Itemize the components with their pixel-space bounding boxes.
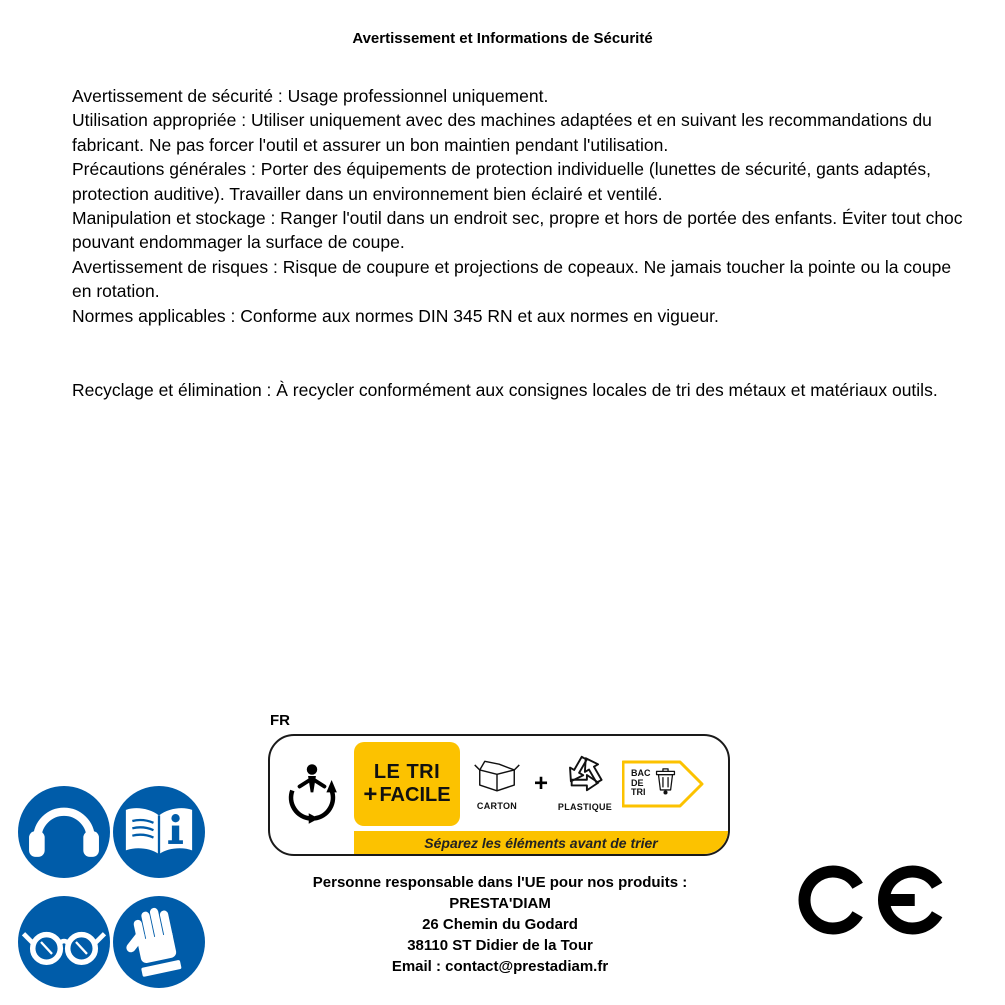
recycling-paragraph: Recyclage et élimination : À recycler conformément aux consignes locales de tri des métaux et matériaux outils. xyxy=(72,380,938,401)
triman-recycling-icon xyxy=(270,736,354,854)
responsible-heading: Personne responsable dans l'UE pour nos produits : xyxy=(312,874,688,891)
sorting-label-right xyxy=(354,736,728,854)
waste-bin-icon xyxy=(654,764,677,803)
carton-item xyxy=(467,756,527,811)
material-label-plastique: PLASTIQUE xyxy=(557,802,613,812)
plus-separator: + xyxy=(534,769,549,797)
le-tri-facile-badge xyxy=(354,742,460,826)
safety-paragraph: Avertissement de sécurité : Usage professionnel uniquement. xyxy=(72,86,549,106)
plastique-item xyxy=(555,755,615,812)
bin-tag-content xyxy=(622,760,708,808)
cardboard-box-icon xyxy=(474,756,520,799)
sorting-instruction-text: Séparez les éléments avant de trier xyxy=(424,834,658,851)
badge-line2-wrap xyxy=(363,781,451,808)
protective-gloves-icon xyxy=(113,896,205,988)
responsible-party-block xyxy=(250,872,750,977)
badge-line2: FACILE xyxy=(379,783,451,806)
page-title: Avertissement et Informations de Sécurité xyxy=(352,30,653,47)
company-name: PRESTA'DIAM xyxy=(449,895,551,912)
mandatory-pictograms xyxy=(18,786,205,988)
ear-protection-icon xyxy=(18,786,110,878)
ce-mark-icon xyxy=(797,850,947,950)
bin-label-line: TRI xyxy=(631,787,646,798)
address-line1: 26 Chemin du Godard xyxy=(422,916,578,933)
sorting-instruction-strip xyxy=(354,831,728,854)
country-code-label: FR xyxy=(270,712,290,729)
sorting-bin-tag xyxy=(622,760,708,808)
safety-paragraph: Avertissement de risques : Risque de coupure et projections de copeaux. Ne jamais toucher la pointe ou la coupe en rotation. xyxy=(72,256,952,302)
eye-protection-icon xyxy=(18,896,110,988)
bin-label-line: DE xyxy=(631,777,644,788)
safety-paragraph: Manipulation et stockage : Ranger l'outil dans un endroit sec, propre et hors de portée des enfants. Éviter tout choc pouvant endommager la surface de coupe. xyxy=(72,208,963,253)
sorting-instructions-label xyxy=(268,734,730,856)
material-label-carton: CARTON xyxy=(476,801,518,811)
instruction-manual-icon xyxy=(113,786,205,878)
email-line: Email : contact@prestadiam.fr xyxy=(391,958,609,975)
bin-label-line: BAC xyxy=(631,768,651,779)
sorting-label-row xyxy=(354,736,728,831)
safety-text-block xyxy=(72,84,969,402)
address-line2: 38110 ST Didier de la Tour xyxy=(407,937,593,954)
safety-paragraph: Normes applicables : Conforme aux normes DIN 345 RN et aux normes en vigueur. xyxy=(72,305,719,326)
recycling-triangle-icon xyxy=(562,755,608,800)
badge-line1: LE TRI xyxy=(373,760,441,783)
safety-paragraph: Précautions générales : Porter des équipements de protection individuelle (lunettes de sécurité, gants adaptés, protection auditive). Travailler dans un environnement bien éclairé et ventilé. xyxy=(72,159,931,204)
safety-paragraph: Utilisation appropriée : Utiliser uniquement avec des machines adaptées et en suivant les recommandations du fabricant. Ne pas forcer l'outil et assurer un bon maintien pendant l'utilisation. xyxy=(72,110,932,155)
plus-icon: + xyxy=(363,781,378,808)
bin-label xyxy=(631,769,651,798)
